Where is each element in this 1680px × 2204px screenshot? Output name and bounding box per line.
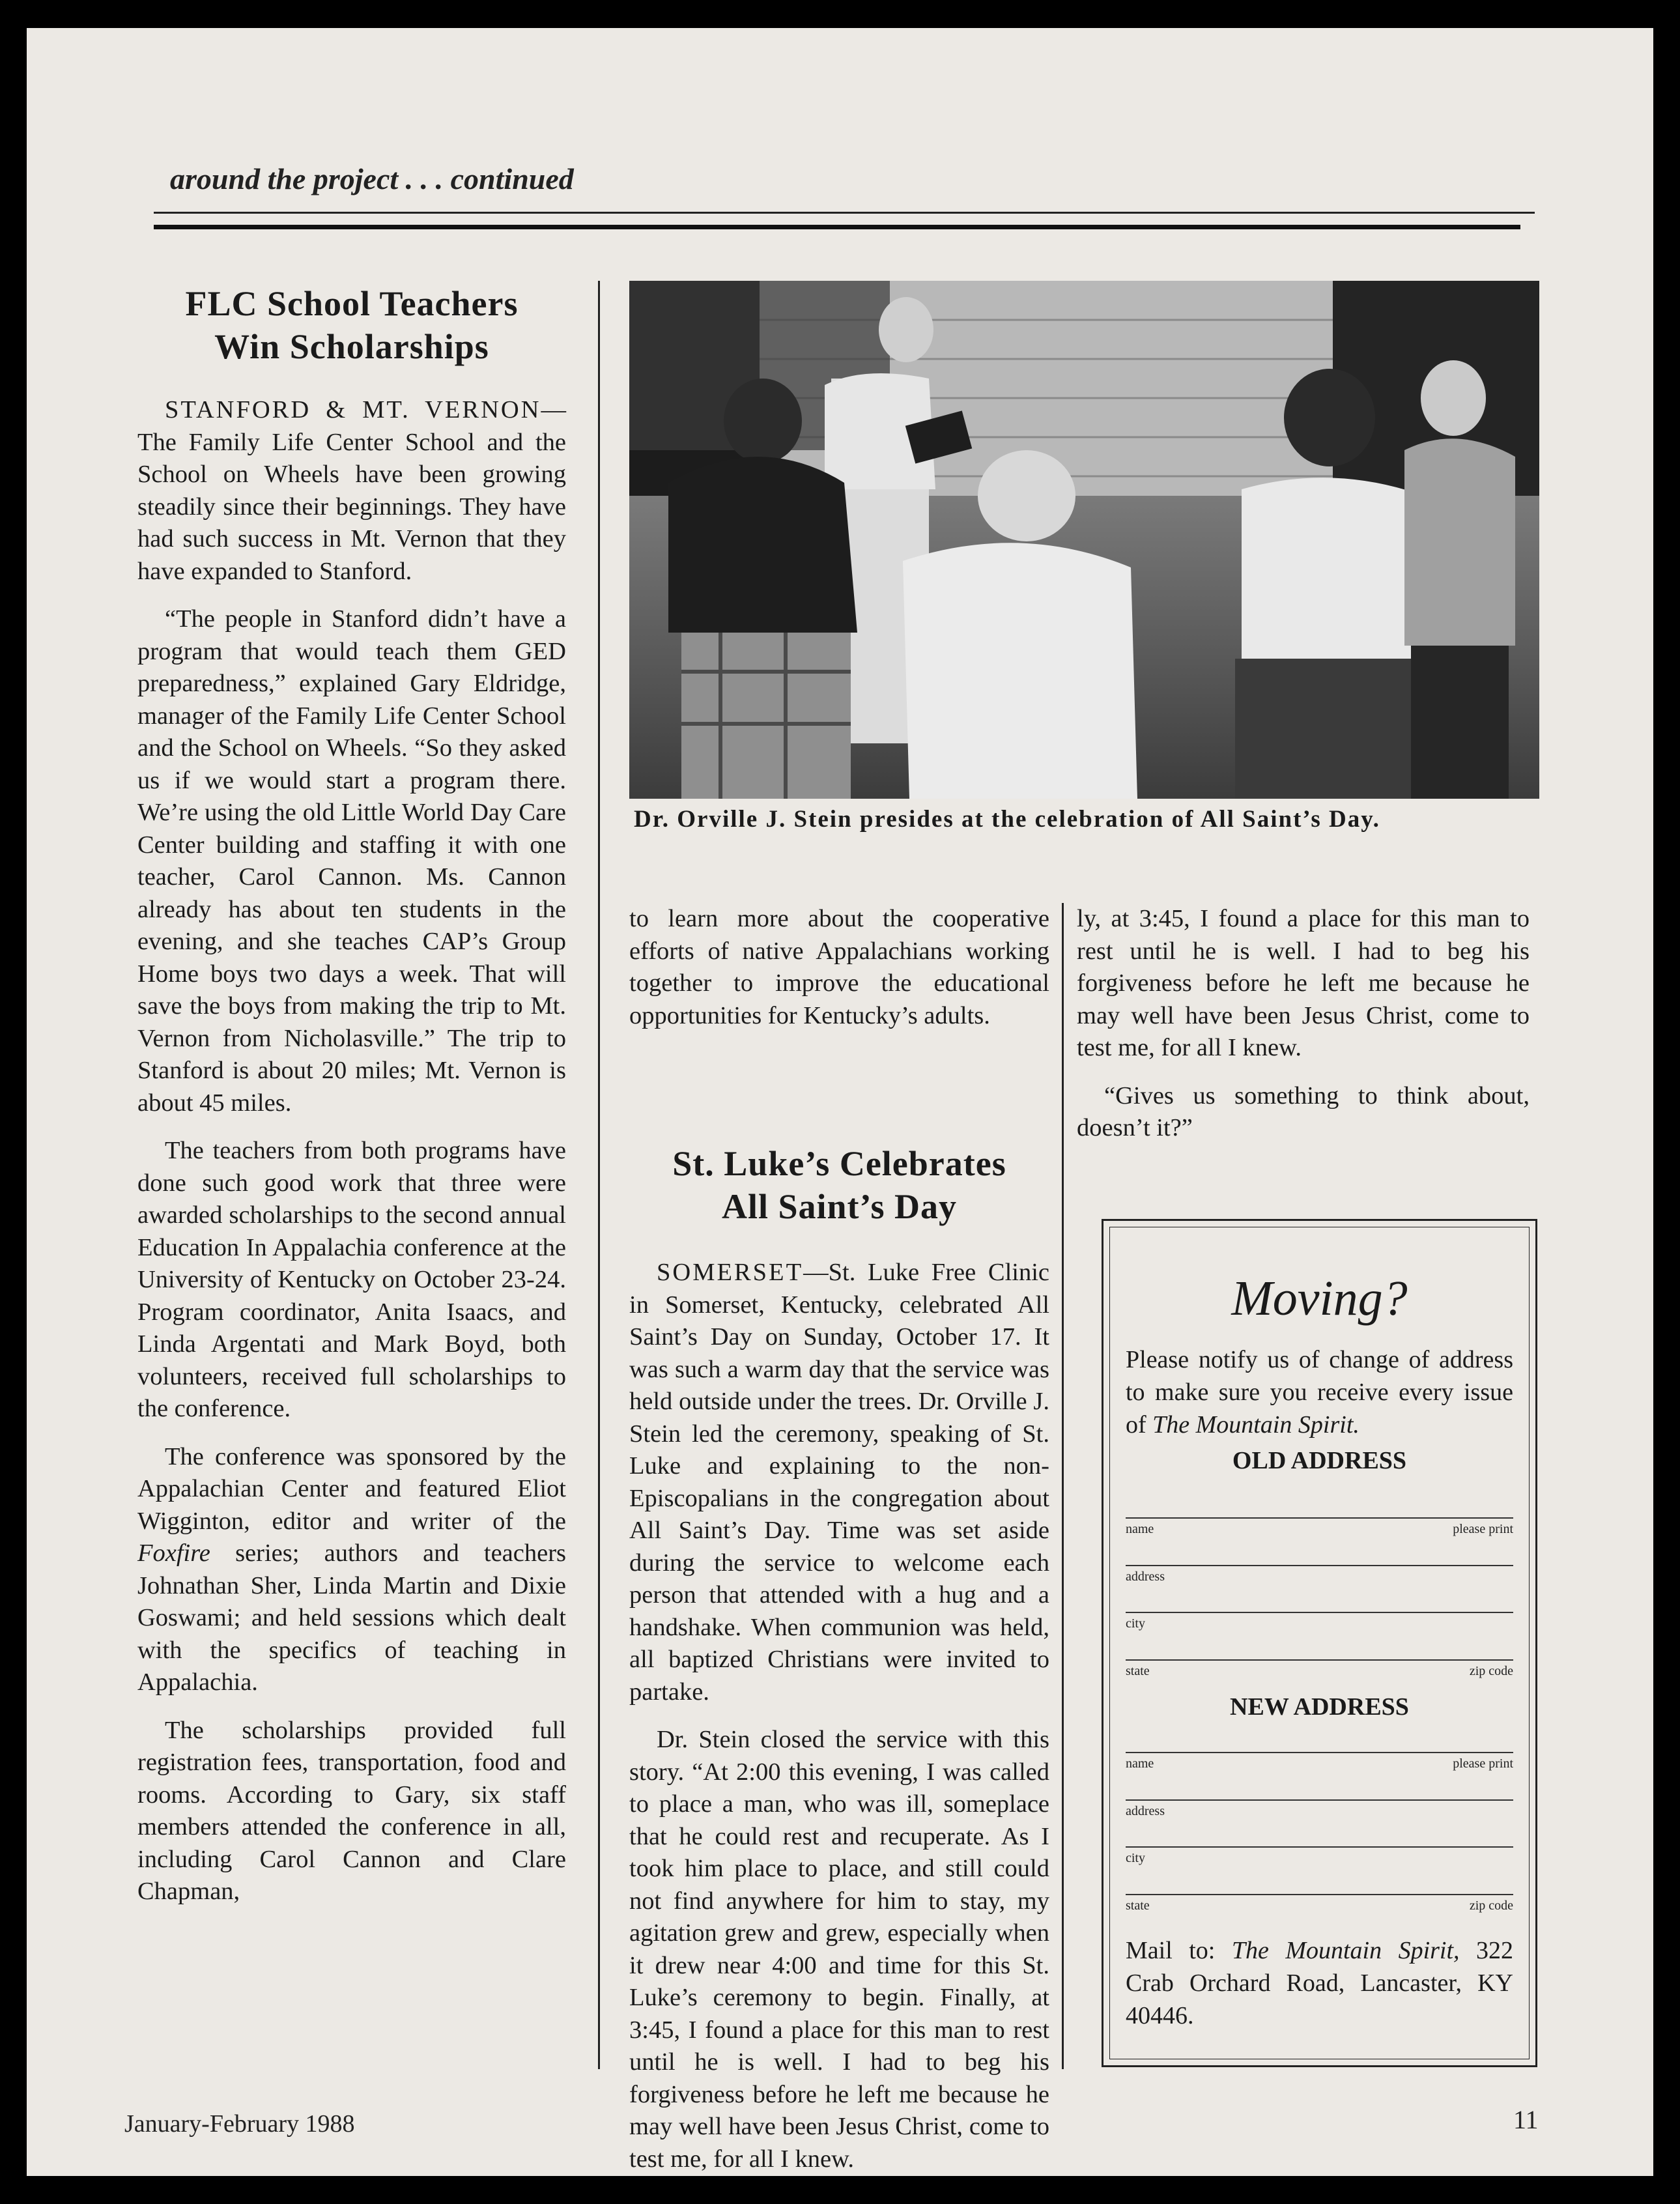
new-city-line[interactable]	[1126, 1846, 1513, 1848]
paragraph-text: ly, at 3:45, I found a place for this man to rest until he is well. I had to beg his forgiveness before he left me because he may well have been Jesus Christ, come to test me, for all I knew.	[1077, 905, 1530, 1061]
new-name-label: name	[1126, 1756, 1154, 1771]
paragraph	[1077, 903, 1530, 1065]
new-address-label: address	[1126, 1804, 1165, 1818]
paragraph: “The people in Stanford didn’t have a program that would teach them GED preparedness,” explained Gary Eldridge, manager of the Family Life Center School and the School on Wheels. “So they asked us if we would start a program there. We’re using the old Little World Day Care Center building and staffing it with one teacher, Carol Cannon. Ms. Cannon already has about ten students in the evening, and she teaches CAP’s Group Home boys two days a week. That will save the boys from making the trip to Mt. Vernon from Nicholasville.” The trip to Stanford is about 20 miles; Mt. Vernon is about 45 miles.	[137, 605, 566, 1117]
photo-all-saints-day	[629, 281, 1539, 799]
old-state-label: state	[1126, 1664, 1150, 1678]
form-instructions	[1126, 1343, 1513, 1441]
article-flc-scholarships	[137, 282, 566, 1908]
paragraph-text: The conference was sponsored by the Appalachian Center and featured Eliot Wigginton, editor and writer of the	[137, 1442, 566, 1535]
paragraph	[137, 1441, 566, 1699]
article-flc-continued	[629, 903, 1049, 1048]
title-line: Win Scholarships	[214, 327, 489, 366]
column-divider	[1062, 903, 1064, 2069]
column-divider	[598, 281, 600, 2069]
article-title	[629, 1142, 1049, 1228]
instructions-text: Please notify us of change of address to make sure you receive every issue of	[1126, 1346, 1513, 1438]
page-number: 11	[1513, 2105, 1539, 2134]
paragraph-text: —St. Luke Free Clinic in Somerset, Kentucky, celebrated All Saint’s Day on Sunday, October 17. It was such a warm day that the service was held outside under the trees. Dr. Orville J. Stein led the ceremony, speaking of St. Luke and explaining to the non-Episcopalians in the congregation about All Saint’s Day. Time was set aside during the service to welcome each person that attended with a hug and a handshake. When communion was held, all baptized Christians were invited to partake.	[629, 1259, 1049, 1706]
article-body	[137, 394, 566, 1908]
new-address-heading: NEW ADDRESS	[1230, 1693, 1409, 1721]
running-head: around the project . . . continued	[170, 162, 574, 195]
form-border	[1109, 1227, 1530, 2059]
magazine-page	[27, 28, 1653, 2176]
header-rule-thick	[154, 225, 1520, 229]
photo-caption: Dr. Orville J. Stein presides at the celebration of All Saint’s Day.	[634, 806, 1380, 833]
title-line: FLC School Teachers	[185, 284, 519, 323]
old-zip-label: zip code	[1469, 1664, 1513, 1678]
old-address-heading: OLD ADDRESS	[1232, 1447, 1407, 1474]
new-address-line[interactable]	[1126, 1799, 1513, 1801]
new-print-label: please print	[1453, 1756, 1513, 1771]
dateline: STANFORD & MT. VERNON	[165, 396, 541, 423]
form-title: Moving?	[1231, 1271, 1408, 1326]
old-name-line[interactable]	[1126, 1517, 1513, 1519]
title-line: All Saint’s Day	[721, 1187, 958, 1226]
photo-illustration	[629, 281, 1539, 799]
paragraph: The teachers from both programs have done such good work that three were awarded scholarships to the second annual Education In Appalachia conference at the University of Kentucky on October 23-24. Program coordinator, Anita Isaacs, and Linda Argentati and Mark Boyd, both volunteers, received full scholarships to the conference.	[137, 1137, 566, 1422]
new-zip-label: zip code	[1469, 1898, 1513, 1913]
new-state-label: state	[1126, 1898, 1150, 1913]
header-rule-thin	[154, 212, 1535, 214]
publication-title: The Mountain Spirit.	[1152, 1411, 1360, 1438]
mail-text: Mail to:	[1126, 1937, 1232, 1964]
old-state-line[interactable]	[1126, 1659, 1513, 1661]
publication-title: The Mountain Spirit,	[1231, 1937, 1460, 1964]
article-st-lukes	[629, 1142, 1049, 2173]
paragraph	[629, 1257, 1049, 1708]
new-state-line[interactable]	[1126, 1894, 1513, 1895]
paragraph	[137, 394, 566, 588]
paragraph-text: —The Family Life Center School and the School on Wheels have been growing steadily since their beginnings. They have had such success in Mt. Vernon that they have expanded to Stanford.	[137, 396, 566, 585]
paragraph: The scholarships provided full registration fees, transportation, food and rooms. According to Gary, six staff members attended the conference in all, including Carol Cannon and Clare Chapman,	[137, 1716, 566, 1905]
old-address-line[interactable]	[1126, 1565, 1513, 1566]
paragraph: “Gives us something to think about, doesn’t it?”	[1077, 1081, 1530, 1141]
mailing-address	[1126, 1934, 1513, 2032]
old-print-label: please print	[1453, 1522, 1513, 1536]
article-title	[137, 282, 566, 368]
issue-date: January-February 1988	[124, 2110, 355, 2138]
article-st-lukes-continued	[1077, 903, 1530, 1160]
new-name-line[interactable]	[1126, 1752, 1513, 1753]
dateline: SOMERSET	[657, 1259, 804, 1286]
paragraph: to learn more about the cooperative efforts of native Appalachians working together to improve the educational opportunities for Kentucky’s adults.	[629, 905, 1049, 1029]
article-body	[629, 1257, 1049, 2173]
mail-text: 322 Crab Orchard Road, Lancaster, KY 40446.	[1126, 1937, 1514, 2029]
old-city-label: city	[1126, 1616, 1145, 1631]
paragraph-text: series; authors and teachers Johnathan Sher, Linda Martin and Dixie Goswami; and held sessions which dealt with the specifics of teaching in Appalachia.	[137, 1539, 566, 1696]
new-city-label: city	[1126, 1851, 1145, 1865]
title-line: St. Luke’s Celebrates	[672, 1144, 1006, 1183]
old-name-label: name	[1126, 1522, 1154, 1536]
change-of-address-form	[1102, 1219, 1537, 2067]
old-address-label: address	[1126, 1569, 1165, 1584]
old-city-line[interactable]	[1126, 1612, 1513, 1613]
publication-title: Foxfire	[137, 1539, 210, 1567]
paragraph: Dr. Stein closed the service with this story. “At 2:00 this evening, I was called to place a man, who was ill, someplace that he could rest and recuperate. As I took him place to place, and still could not find anywhere for him to stay, my agitation grew and grew, especially when it drew near 4:00 and time for this St. Luke’s ceremony to begin. Finally, at 3:45, I found a place for this man to rest until he is well. I had to beg his forgiveness before he left me because he may well have been Jesus Christ, come to test me, for all I knew.	[629, 1726, 1049, 2173]
